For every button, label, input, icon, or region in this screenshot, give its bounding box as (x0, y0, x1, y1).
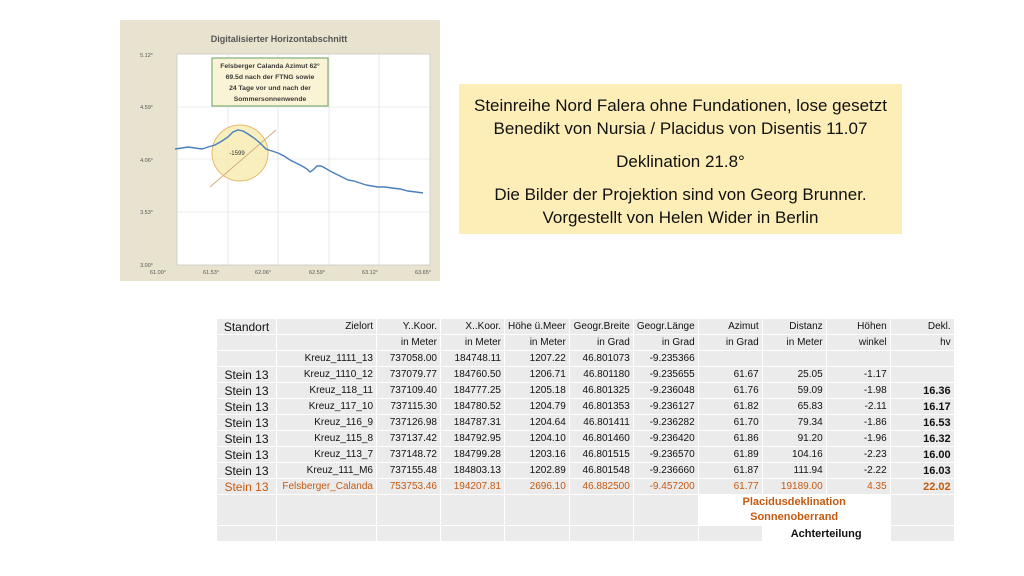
value-cell: 16.03 (890, 463, 954, 479)
value-cell: 111.94 (762, 463, 826, 479)
empty-cell (633, 495, 698, 526)
callout-line: Sommersonnenwende (233, 96, 307, 103)
value-cell: 46.801073 (569, 351, 633, 367)
zielort-cell: Kreuz_111_M6 (277, 463, 377, 479)
header-cell: Azimut (698, 319, 762, 335)
y-tick-label: 4.59° (140, 105, 153, 111)
value-cell: 46.801325 (569, 383, 633, 399)
value-cell: 184792.95 (441, 431, 505, 447)
value-cell: 1203.16 (505, 447, 570, 463)
value-cell: 737126.98 (377, 415, 441, 431)
footnote-line: Sonnenoberrand (750, 511, 839, 523)
info-line-title: Steinreihe Nord Falera ohne Fundationen, lose gesetzt (474, 96, 887, 115)
empty-cell (441, 495, 505, 526)
horizon-chart (120, 20, 440, 281)
value-cell: 61.70 (698, 415, 762, 431)
empty-cell (569, 495, 633, 526)
value-cell: -9.457200 (633, 479, 698, 495)
header-cell: Distanz (762, 319, 826, 335)
units-cell (277, 335, 377, 351)
empty-cell (277, 495, 377, 526)
value-cell: 22.02 (890, 479, 954, 495)
units-cell: in Meter (441, 335, 505, 351)
table-row (217, 479, 955, 495)
value-cell: 46.801353 (569, 399, 633, 415)
header-cell: Standort (217, 319, 277, 335)
empty-cell (890, 495, 954, 526)
value-cell: 1204.79 (505, 399, 570, 415)
value-cell: 184780.52 (441, 399, 505, 415)
value-cell: 737115.30 (377, 399, 441, 415)
value-cell: 61.67 (698, 367, 762, 383)
value-cell: 737137.42 (377, 431, 441, 447)
value-cell: 19189.00 (762, 479, 826, 495)
value-cell: 46.801411 (569, 415, 633, 431)
table-row (217, 447, 955, 463)
value-cell: 184787.31 (441, 415, 505, 431)
standort-cell: Stein 13 (217, 367, 277, 383)
empty-cell (441, 526, 505, 542)
value-cell: 46.882500 (569, 479, 633, 495)
info-line-presenter: Vorgestellt von Helen Wider in Berlin (542, 208, 819, 227)
standort-cell: Stein 13 (217, 399, 277, 415)
value-cell: 79.34 (762, 415, 826, 431)
value-cell: 184803.13 (441, 463, 505, 479)
value-cell: 2696.10 (505, 479, 570, 495)
y-tick-label: 4.06° (140, 158, 153, 164)
callout-line: 69.5d nach der FTNG sowie (225, 74, 315, 81)
chart-title: Digitalisierter Horizontabschnitt (210, 34, 348, 44)
empty-cell (377, 526, 441, 542)
empty-cell (890, 526, 954, 542)
table-body (217, 351, 955, 495)
header-cell: Höhen (826, 319, 890, 335)
x-tick-label: 63.12° (362, 270, 378, 276)
standort-cell: Stein 13 (217, 431, 277, 447)
zielort-cell: Kreuz_117_10 (277, 399, 377, 415)
units-cell: in Meter (505, 335, 570, 351)
value-cell: 184777.25 (441, 383, 505, 399)
value-cell: 61.76 (698, 383, 762, 399)
value-cell: 184799.28 (441, 447, 505, 463)
empty-cell (217, 495, 277, 526)
table-row (217, 431, 955, 447)
value-cell (890, 351, 954, 367)
table-units-row (217, 335, 955, 351)
empty-cell (277, 526, 377, 542)
placidus-declination-note (698, 495, 890, 526)
value-cell: 61.86 (698, 431, 762, 447)
empty-cell (377, 495, 441, 526)
zielort-cell: Kreuz_1111_13 (277, 351, 377, 367)
value-cell: 1204.10 (505, 431, 570, 447)
value-cell: 61.89 (698, 447, 762, 463)
table-row (217, 367, 955, 383)
value-cell: 737109.40 (377, 383, 441, 399)
value-cell (890, 367, 954, 383)
empty-cell (633, 526, 698, 542)
header-cell: Geogr.Länge (633, 319, 698, 335)
empty-cell (505, 526, 570, 542)
value-cell: 46.801460 (569, 431, 633, 447)
value-cell: 16.17 (890, 399, 954, 415)
empty-cell (698, 526, 762, 542)
value-cell: 737155.48 (377, 463, 441, 479)
x-tick-label: 61.53° (203, 270, 219, 276)
value-cell: -1.86 (826, 415, 890, 431)
value-cell: 194207.81 (441, 479, 505, 495)
achterteilung-note: Achterteilung (762, 526, 890, 542)
zielort-cell: Kreuz_118_11 (277, 383, 377, 399)
y-tick-label: 3.53° (140, 210, 153, 216)
y-tick-label: 3.00° (140, 263, 153, 269)
value-cell: 16.36 (890, 383, 954, 399)
units-cell: in Grad (569, 335, 633, 351)
table-header-row (217, 319, 955, 335)
value-cell: 91.20 (762, 431, 826, 447)
zielort-cell: Kreuz_115_8 (277, 431, 377, 447)
value-cell: -9.236420 (633, 431, 698, 447)
value-cell (762, 351, 826, 367)
value-cell: -2.22 (826, 463, 890, 479)
value-cell (826, 351, 890, 367)
header-cell: Zielort (277, 319, 377, 335)
x-tick-label: 61.00° (150, 270, 166, 276)
standort-cell: Stein 13 (217, 383, 277, 399)
units-cell: hv (890, 335, 954, 351)
table-row (217, 383, 955, 399)
value-cell: 61.82 (698, 399, 762, 415)
table-row (217, 463, 955, 479)
units-cell: in Meter (377, 335, 441, 351)
value-cell: 46.801515 (569, 447, 633, 463)
y-tick-label: 5.12° (140, 53, 153, 59)
info-line-credit: Die Bilder der Projektion sind von Georg Brunner. (494, 185, 867, 204)
empty-cell (569, 526, 633, 542)
header-cell: Geogr.Breite (569, 319, 633, 335)
empty-cell (505, 495, 570, 526)
x-axis-ticks (150, 270, 431, 276)
footnote-row (217, 495, 955, 526)
value-cell: 1207.22 (505, 351, 570, 367)
zielort-cell: Kreuz_113_7 (277, 447, 377, 463)
value-cell: -9.236570 (633, 447, 698, 463)
zielort-cell: Kreuz_116_9 (277, 415, 377, 431)
header-cell: Y..Koor. (377, 319, 441, 335)
value-cell: 184748.11 (441, 351, 505, 367)
value-cell: 737079.77 (377, 367, 441, 383)
value-cell: -2.11 (826, 399, 890, 415)
value-cell: 16.00 (890, 447, 954, 463)
y-axis-ticks (140, 53, 153, 269)
empty-cell (217, 526, 277, 542)
x-tick-label: 63.65° (415, 270, 431, 276)
info-line-saints: Benedikt von Nursia / Placidus von Disentis 11.07 (493, 119, 868, 138)
value-cell: 4.35 (826, 479, 890, 495)
value-cell: 1204.64 (505, 415, 570, 431)
info-box (459, 84, 902, 234)
value-cell: 1202.89 (505, 463, 570, 479)
value-cell: -9.235366 (633, 351, 698, 367)
value-cell: -1.98 (826, 383, 890, 399)
table-row (217, 351, 955, 367)
standort-cell (217, 351, 277, 367)
callout-line: Felsberger Calanda Azimut 62° (220, 63, 320, 70)
horizon-chart-image (120, 20, 440, 281)
value-cell: 65.83 (762, 399, 826, 415)
table-row (217, 415, 955, 431)
value-cell: 61.87 (698, 463, 762, 479)
units-cell: in Grad (698, 335, 762, 351)
standort-cell: Stein 13 (217, 415, 277, 431)
value-cell: 753753.46 (377, 479, 441, 495)
value-cell: -9.236660 (633, 463, 698, 479)
units-cell (217, 335, 277, 351)
value-cell: 16.32 (890, 431, 954, 447)
zielort-cell: Felsberger_Calanda (277, 479, 377, 495)
standort-cell: Stein 13 (217, 447, 277, 463)
value-cell: 1205.18 (505, 383, 570, 399)
callout-line: 24 Tage vor und nach der (229, 85, 311, 92)
value-cell: -9.235655 (633, 367, 698, 383)
value-cell: 737148.72 (377, 447, 441, 463)
units-cell: in Grad (633, 335, 698, 351)
data-table (216, 318, 955, 542)
table-row (217, 399, 955, 415)
value-cell: 184760.50 (441, 367, 505, 383)
value-cell: 1206.71 (505, 367, 570, 383)
value-cell: -9.236282 (633, 415, 698, 431)
marker-label: -1599 (229, 151, 245, 157)
value-cell: -9.236127 (633, 399, 698, 415)
header-cell: X..Koor. (441, 319, 505, 335)
value-cell: 737058.00 (377, 351, 441, 367)
x-tick-label: 62.59° (309, 270, 325, 276)
standort-cell: Stein 13 (217, 463, 277, 479)
value-cell (698, 351, 762, 367)
value-cell: 25.05 (762, 367, 826, 383)
value-cell: 61.77 (698, 479, 762, 495)
header-cell: Höhe ü.Meer (505, 319, 570, 335)
header-cell: Dekl. (890, 319, 954, 335)
value-cell: -1.17 (826, 367, 890, 383)
units-cell: in Meter (762, 335, 826, 351)
value-cell: 46.801548 (569, 463, 633, 479)
footnote-row (217, 526, 955, 542)
info-line-declination: Deklination 21.8° (616, 152, 745, 171)
zielort-cell: Kreuz_1110_12 (277, 367, 377, 383)
value-cell: -9.236048 (633, 383, 698, 399)
value-cell: 46.801180 (569, 367, 633, 383)
value-cell: -1.96 (826, 431, 890, 447)
value-cell: 59.09 (762, 383, 826, 399)
x-tick-label: 62.06° (255, 270, 271, 276)
footnote-line: Placidusdeklination (742, 496, 846, 508)
standort-cell: Stein 13 (217, 479, 277, 495)
value-cell: 104.16 (762, 447, 826, 463)
value-cell: 16.53 (890, 415, 954, 431)
value-cell: -2.23 (826, 447, 890, 463)
units-cell: winkel (826, 335, 890, 351)
